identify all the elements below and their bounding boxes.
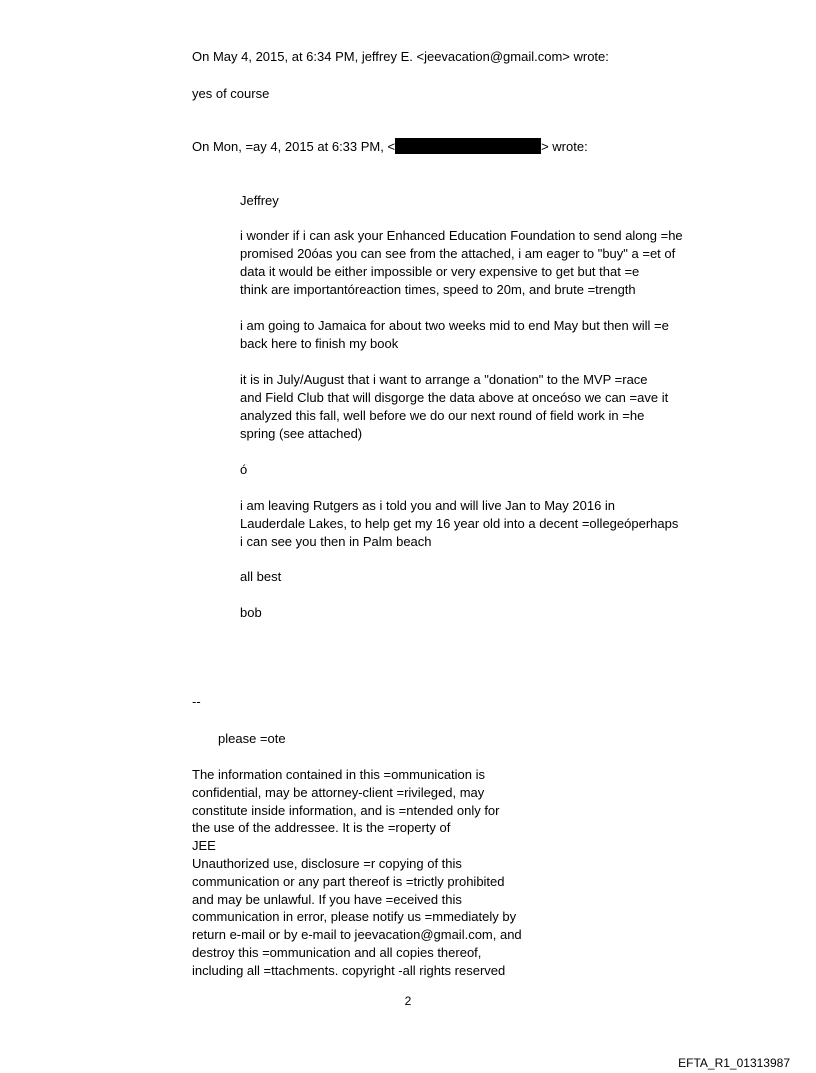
- redaction-block: [395, 138, 541, 154]
- paragraph-line: back here to finish my book: [240, 336, 399, 351]
- inner-attribution-prefix: On Mon, =ay 4, 2015 at 6:33 PM, <: [192, 139, 396, 154]
- paragraph-line: spring (see attached): [240, 426, 363, 441]
- paragraph-line: promised 20óas you can see from the attached, i am eager to "buy" a =et of: [240, 246, 676, 261]
- message-paragraph-3: [240, 371, 710, 443]
- outer-attribution: On May 4, 2015, at 6:34 PM, jeffrey E. <jeevacation@gmail.com> wrote:: [192, 49, 609, 64]
- page-number: 2: [404, 994, 412, 1008]
- signature-separator: --: [192, 694, 201, 709]
- salutation: Jeffrey: [240, 193, 279, 208]
- signature: bob: [240, 605, 262, 620]
- paragraph-line: ó: [240, 462, 248, 477]
- footer-note: please =ote: [218, 731, 286, 746]
- message-paragraph-2: [240, 317, 710, 353]
- closing: all best: [240, 569, 282, 584]
- disclaimer-line: destroy this =ommunication and all copies thereof,: [192, 944, 482, 960]
- disclaimer-line: JEE: [192, 838, 216, 854]
- disclaimer-line: return e-mail or by e-mail to jeevacation@gmail.com, and: [192, 927, 522, 943]
- reply-text: yes of course: [192, 86, 270, 101]
- disclaimer-line: the use of the addressee. It is the =roperty of: [192, 820, 451, 836]
- disclaimer-line: confidential, may be attorney-client =rivileged, may: [192, 784, 485, 800]
- paragraph-line: i can see you then in Palm beach: [240, 534, 432, 549]
- disclaimer-line: communication in error, please notify us =mmediately by: [192, 909, 517, 925]
- inner-attribution-suffix: > wrote:: [541, 139, 588, 154]
- paragraph-line: data it would be either impossible or very expensive to get but that =e: [240, 264, 640, 279]
- disclaimer-line: constitute inside information, and is =ntended only for: [192, 802, 500, 818]
- message-paragraph-4: [240, 461, 710, 479]
- paragraph-line: it is in July/August that i want to arrange a "donation" to the MVP =race: [240, 372, 648, 387]
- disclaimer-line: and may be unlawful. If you have =eceived this: [192, 891, 462, 907]
- paragraph-line: Lauderdale Lakes, to help get my 16 year old into a decent =ollegeóperhaps: [240, 516, 679, 531]
- message-paragraph-5: [240, 497, 710, 551]
- disclaimer-line: including all =ttachments. copyright -all rights reserved: [192, 962, 506, 978]
- paragraph-line: think are importantóreaction times, speed to 20m, and brute =trength: [240, 282, 636, 297]
- paragraph-line: i wonder if i can ask your Enhanced Education Foundation to send along =he: [240, 228, 683, 243]
- document-id: EFTA_R1_01313987: [678, 1056, 790, 1070]
- disclaimer-line: The information contained in this =ommunication is: [192, 767, 486, 782]
- confidentiality-disclaimer: [192, 766, 522, 980]
- message-paragraph-1: [240, 227, 710, 299]
- paragraph-line: and Field Club that will disgorge the data above at onceóso we can =ave it: [240, 390, 669, 405]
- disclaimer-line: Unauthorized use, disclosure =r copying of this: [192, 855, 462, 871]
- paragraph-line: analyzed this fall, well before we do our next round of field work in =he: [240, 408, 645, 423]
- paragraph-line: i am going to Jamaica for about two weeks mid to end May but then will =e: [240, 318, 669, 333]
- disclaimer-line: communication or any part thereof is =trictly prohibited: [192, 873, 505, 889]
- paragraph-line: i am leaving Rutgers as i told you and will live Jan to May 2016 in: [240, 498, 616, 513]
- inner-attribution: [192, 138, 588, 156]
